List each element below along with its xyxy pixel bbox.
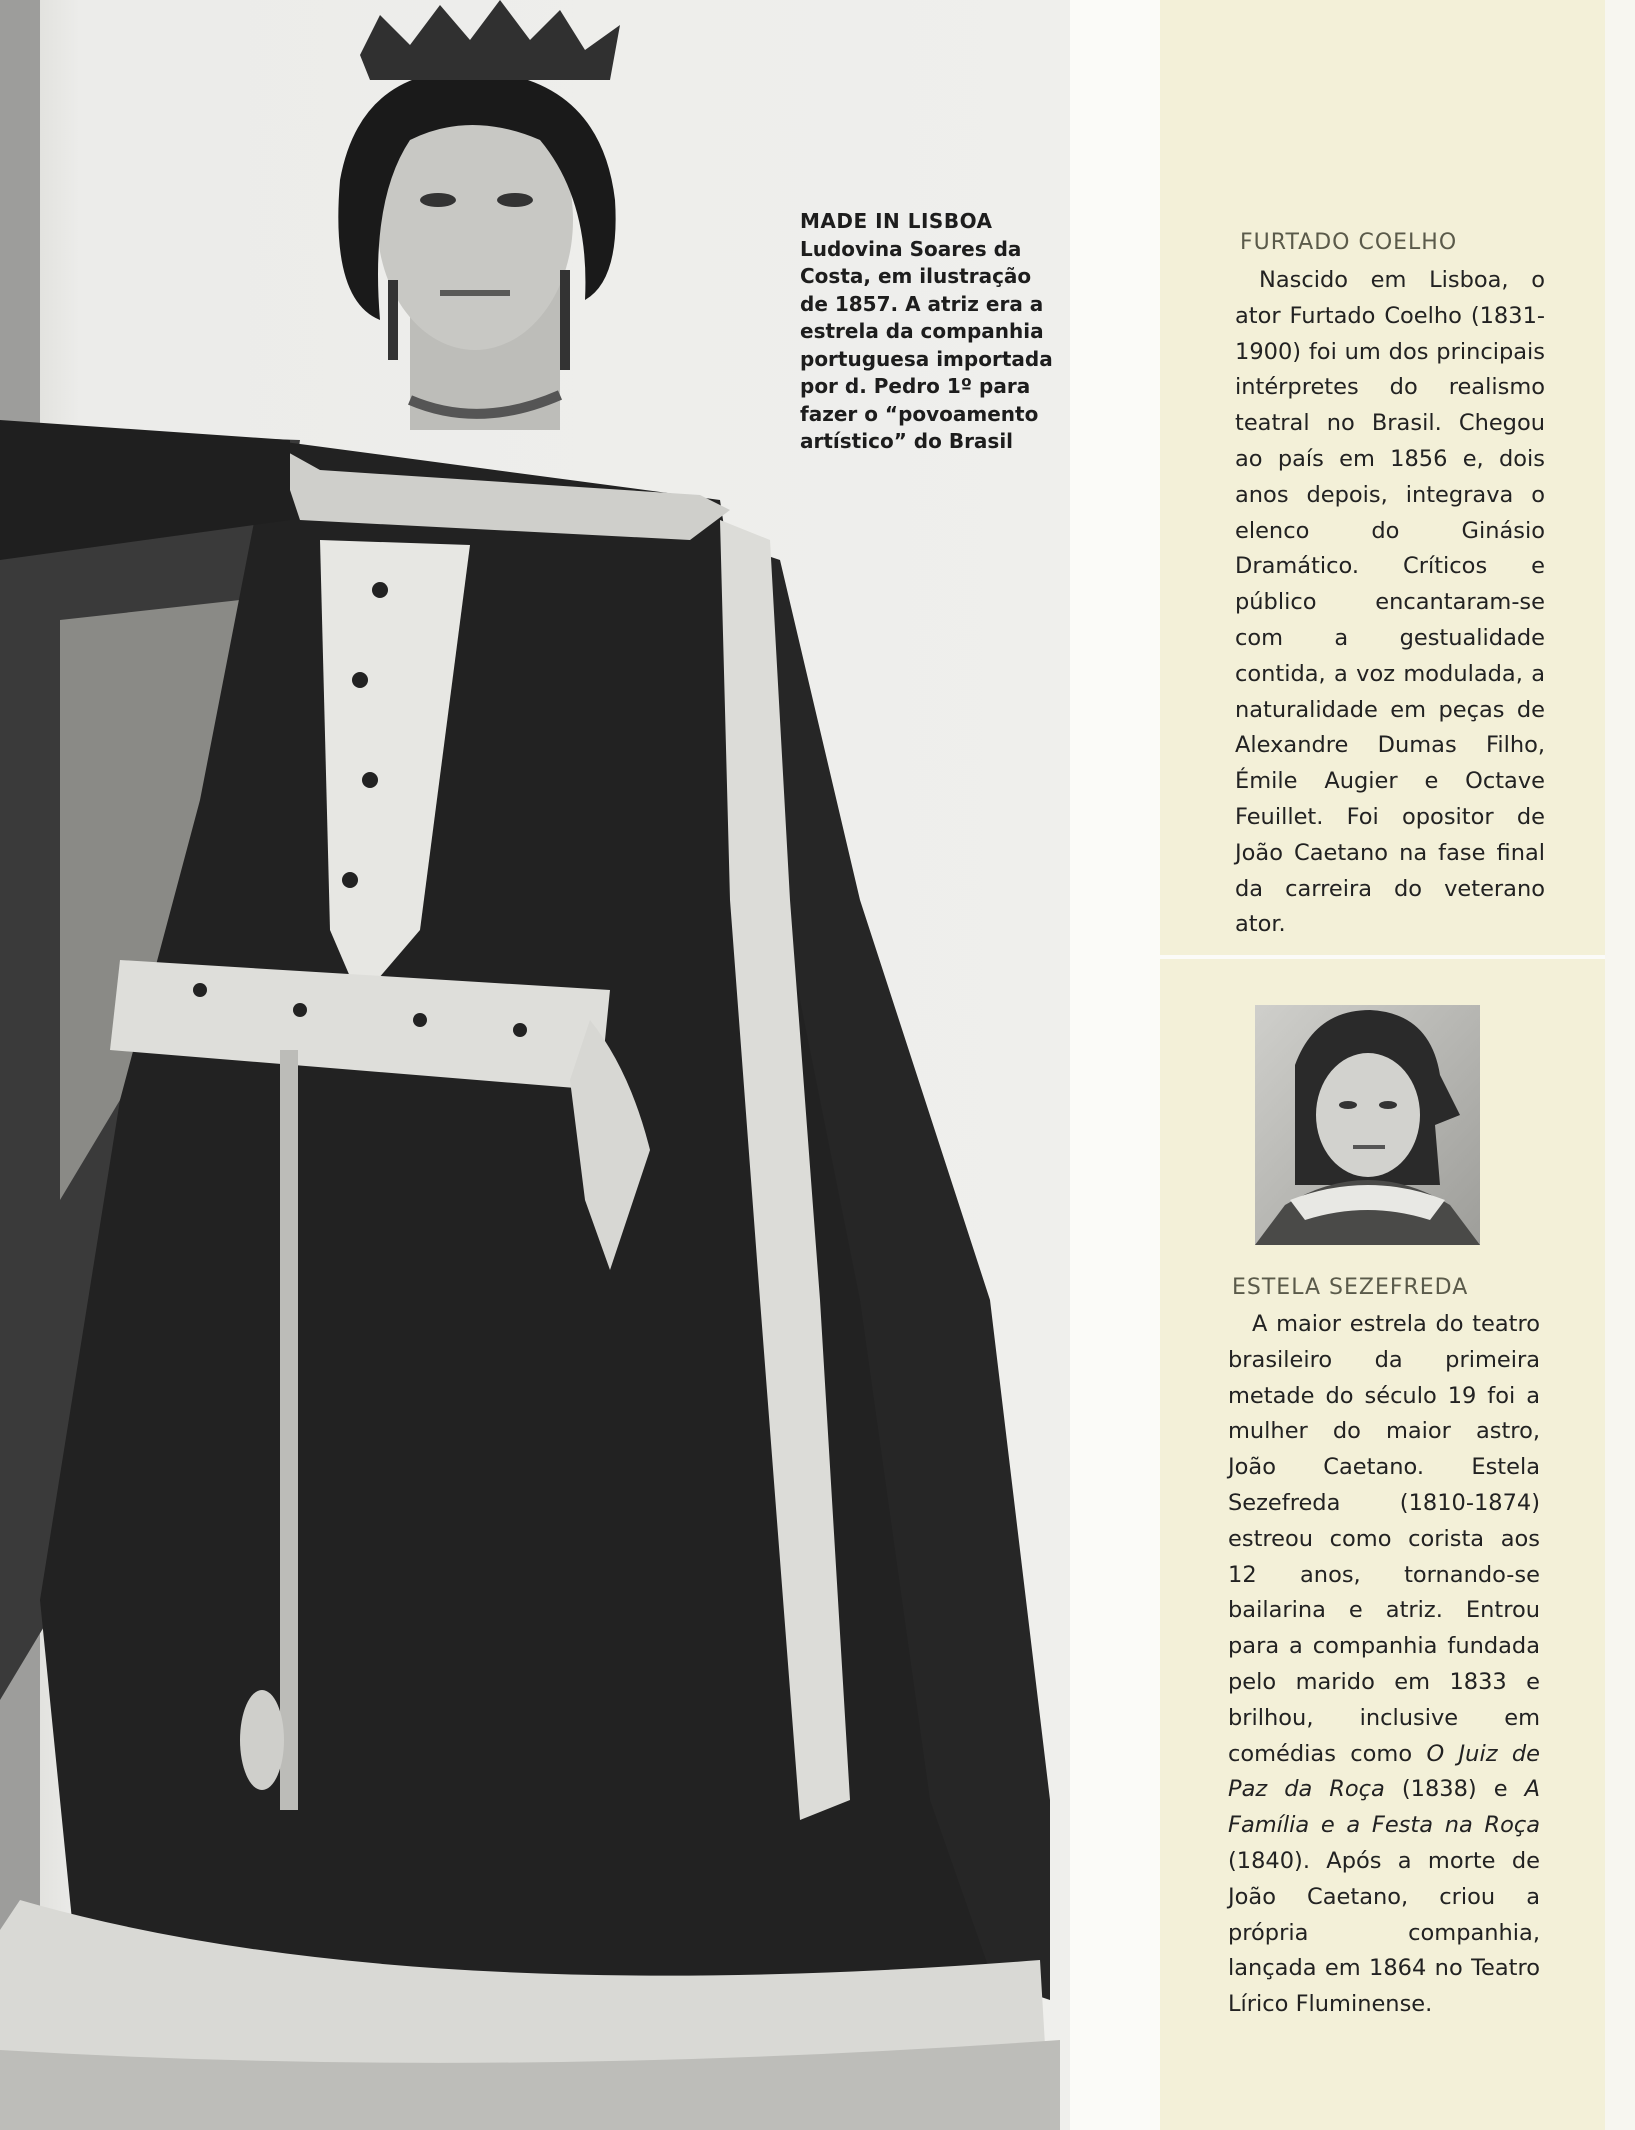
page-edge [1605, 0, 1635, 2130]
play-title-juiz-de-paz: O Juiz de Paz da Roça [1228, 1740, 1540, 1803]
sidebar-divider [1160, 955, 1605, 959]
furtado-coelho-text [1235, 263, 1545, 943]
estela-text-part-2: (1838) e [1384, 1776, 1525, 1803]
portrait-image [1255, 1005, 1480, 1245]
estela-text-part-3: (1840). Após a morte de João Caetano, criou a própria companhia, lançada em 1864 no Teatro Lírico Fluminense. [1228, 1847, 1540, 2018]
page-gutter [1070, 0, 1160, 2130]
estela-text-part-1: A maior estrela do teatro brasileiro da primeira metade do século 19 foi a mulher do maior astro, João Caetano. Estela Sezefreda (1810-1874) estreou como corista aos 12 anos, tornando-se bailarina e atriz. Entrou para a companhia fundada pelo marido em 1833 e brilhou, inclusive em comédias como [1228, 1311, 1540, 1767]
play-title-familia-festa: A Família e a Festa na Roça [1228, 1776, 1540, 1839]
photo-caption [800, 208, 1065, 456]
estela-sezefreda-portrait [1255, 1005, 1480, 1245]
caption-title: MADE IN LISBOA [800, 209, 993, 233]
furtado-coelho-title: FURTADO COELHO [1240, 230, 1458, 255]
caption-text: Ludovina Soares da Costa, em ilustração de 1857. A atriz era a estrela da companhia portuguesa importada por d. Pedro 1º para fazer o “povoamento artístico” do Brasil [800, 236, 1053, 453]
furtado-coelho-paragraph: Nascido em Lisboa, o ator Furtado Coelho (1831-1900) foi um dos principais intérpretes do realismo teatral no Brasil. Chegou ao país em 1856 e, dois anos depois, integrava o elenco do Ginásio Dramático. Críticos e público encantaram-se com a gestualidade contida, a voz modulada, a naturalidade em peças de Alexandre Dumas Filho, Émile Augier e Octave Feuillet. Foi opositor de João Caetano na fase final da carreira do veterano ator. [1235, 267, 1545, 938]
estela-sezefreda-text [1228, 1307, 1540, 2023]
estela-sezefreda-title: ESTELA SEZEFREDA [1232, 1275, 1469, 1300]
estela-sezefreda-paragraph [1228, 1307, 1540, 2023]
